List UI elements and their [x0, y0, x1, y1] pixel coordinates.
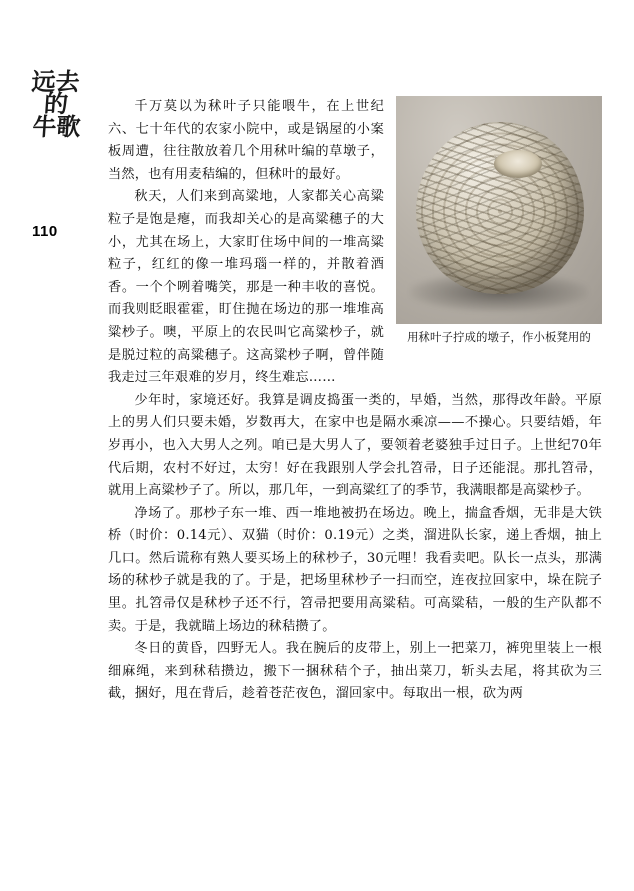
body-paragraph-3: 少年时，家境还好。我算是调皮捣蛋一类的，早婚，当然，那得改年龄。平原上的男人们只要未婚，岁数再大，在家中也是隔水乘凉——不操心。只要结婚，年岁再小，也入大男人之列。咱已是大男人了，要领着老婆独手过日子。上世纪70年代后期，农村不好过，太穷！好在我跟别人学会扎笤帚，日子还能混。那扎笤帚，就用上高粱杪子了。所以，那几年，一到高粱红了的季节，我满眼都是高粱杪子。	[108, 392, 602, 499]
book-title-line-2: 的	[43, 89, 70, 119]
body-paragraph-4: 净场了。那杪子东一堆、西一堆地被扔在场边。晚上，揣盒香烟，无非是大铁桥（时价：0.14元）、双猫（时价：0.19元）之类，溜进队长家，递上香烟，抽上几口。然后谎称有熟人要买场上的秫杪子，30元哩！我看卖吧。队长一点头，那满场的秫杪子就是我的了。于是，把场里秫杪子一扫而空，连夜拉回家中，垛在院子里。扎笤帚仅是秫杪子还不行，笤帚把要用高粱秸。可高粱秸，一般的生产队都不卖。于是，我就瞄上场边的秫秸攒了。	[108, 505, 602, 634]
page-number: 110	[32, 223, 58, 240]
book-title-line-1: 远去	[30, 67, 81, 96]
photo-woven-straw-stool	[396, 96, 602, 324]
straw-knot-top	[494, 150, 542, 178]
body-paragraph-2: 秋天，人们来到高粱地，人家都关心高粱粒子是饱是瘪，而我却关心的是高粱穗子的大小，尤其在场上，大家盯住场中间的一堆高粱粒子，红红的像一堆玛瑙一样的，并散着酒香。一个个咧着嘴笑，那是一种丰收的喜悦。而我则眨眼霍霍，盯住抛在场边的那一堆堆高粱杪子。噢，平原上的农民叫它高粱杪子，就是脱过粒的高粱穗子。这高粱杪子啊，曾伴随我走过三年艰难的岁月，终生难忘……	[108, 189, 384, 386]
body-paragraph-5: 冬日的黄昏，四野无人。我在腕后的皮带上，别上一把菜刀，裤兜里装上一根细麻绳，来到秫秸攒边，搬下一捆秫秸个子，抽出菜刀，斩头去尾，将其砍为三截，捆好，甩在背后，趁着苍茫夜色，溜回家中。每取出一根，砍为两	[108, 641, 602, 702]
figure-straw-stool	[396, 96, 602, 346]
woven-straw-ball	[416, 122, 584, 294]
figure-caption: 用秫叶子拧成的墩子，作小板凳用的	[407, 330, 591, 344]
body-paragraph-1: 千万莫以为秫叶子只能喂牛，在上世纪六、七十年代的农家小院中，或是锅屋的小案板周遭，往往散放着几个用秫叶编的草墩子，当然，也有用麦秸编的，但秫叶的最好。	[108, 99, 384, 182]
left-margin-column	[30, 67, 102, 141]
main-text-column	[108, 96, 602, 706]
book-title-line-3: 牛歌	[31, 111, 82, 141]
book-spine-title	[28, 67, 95, 141]
